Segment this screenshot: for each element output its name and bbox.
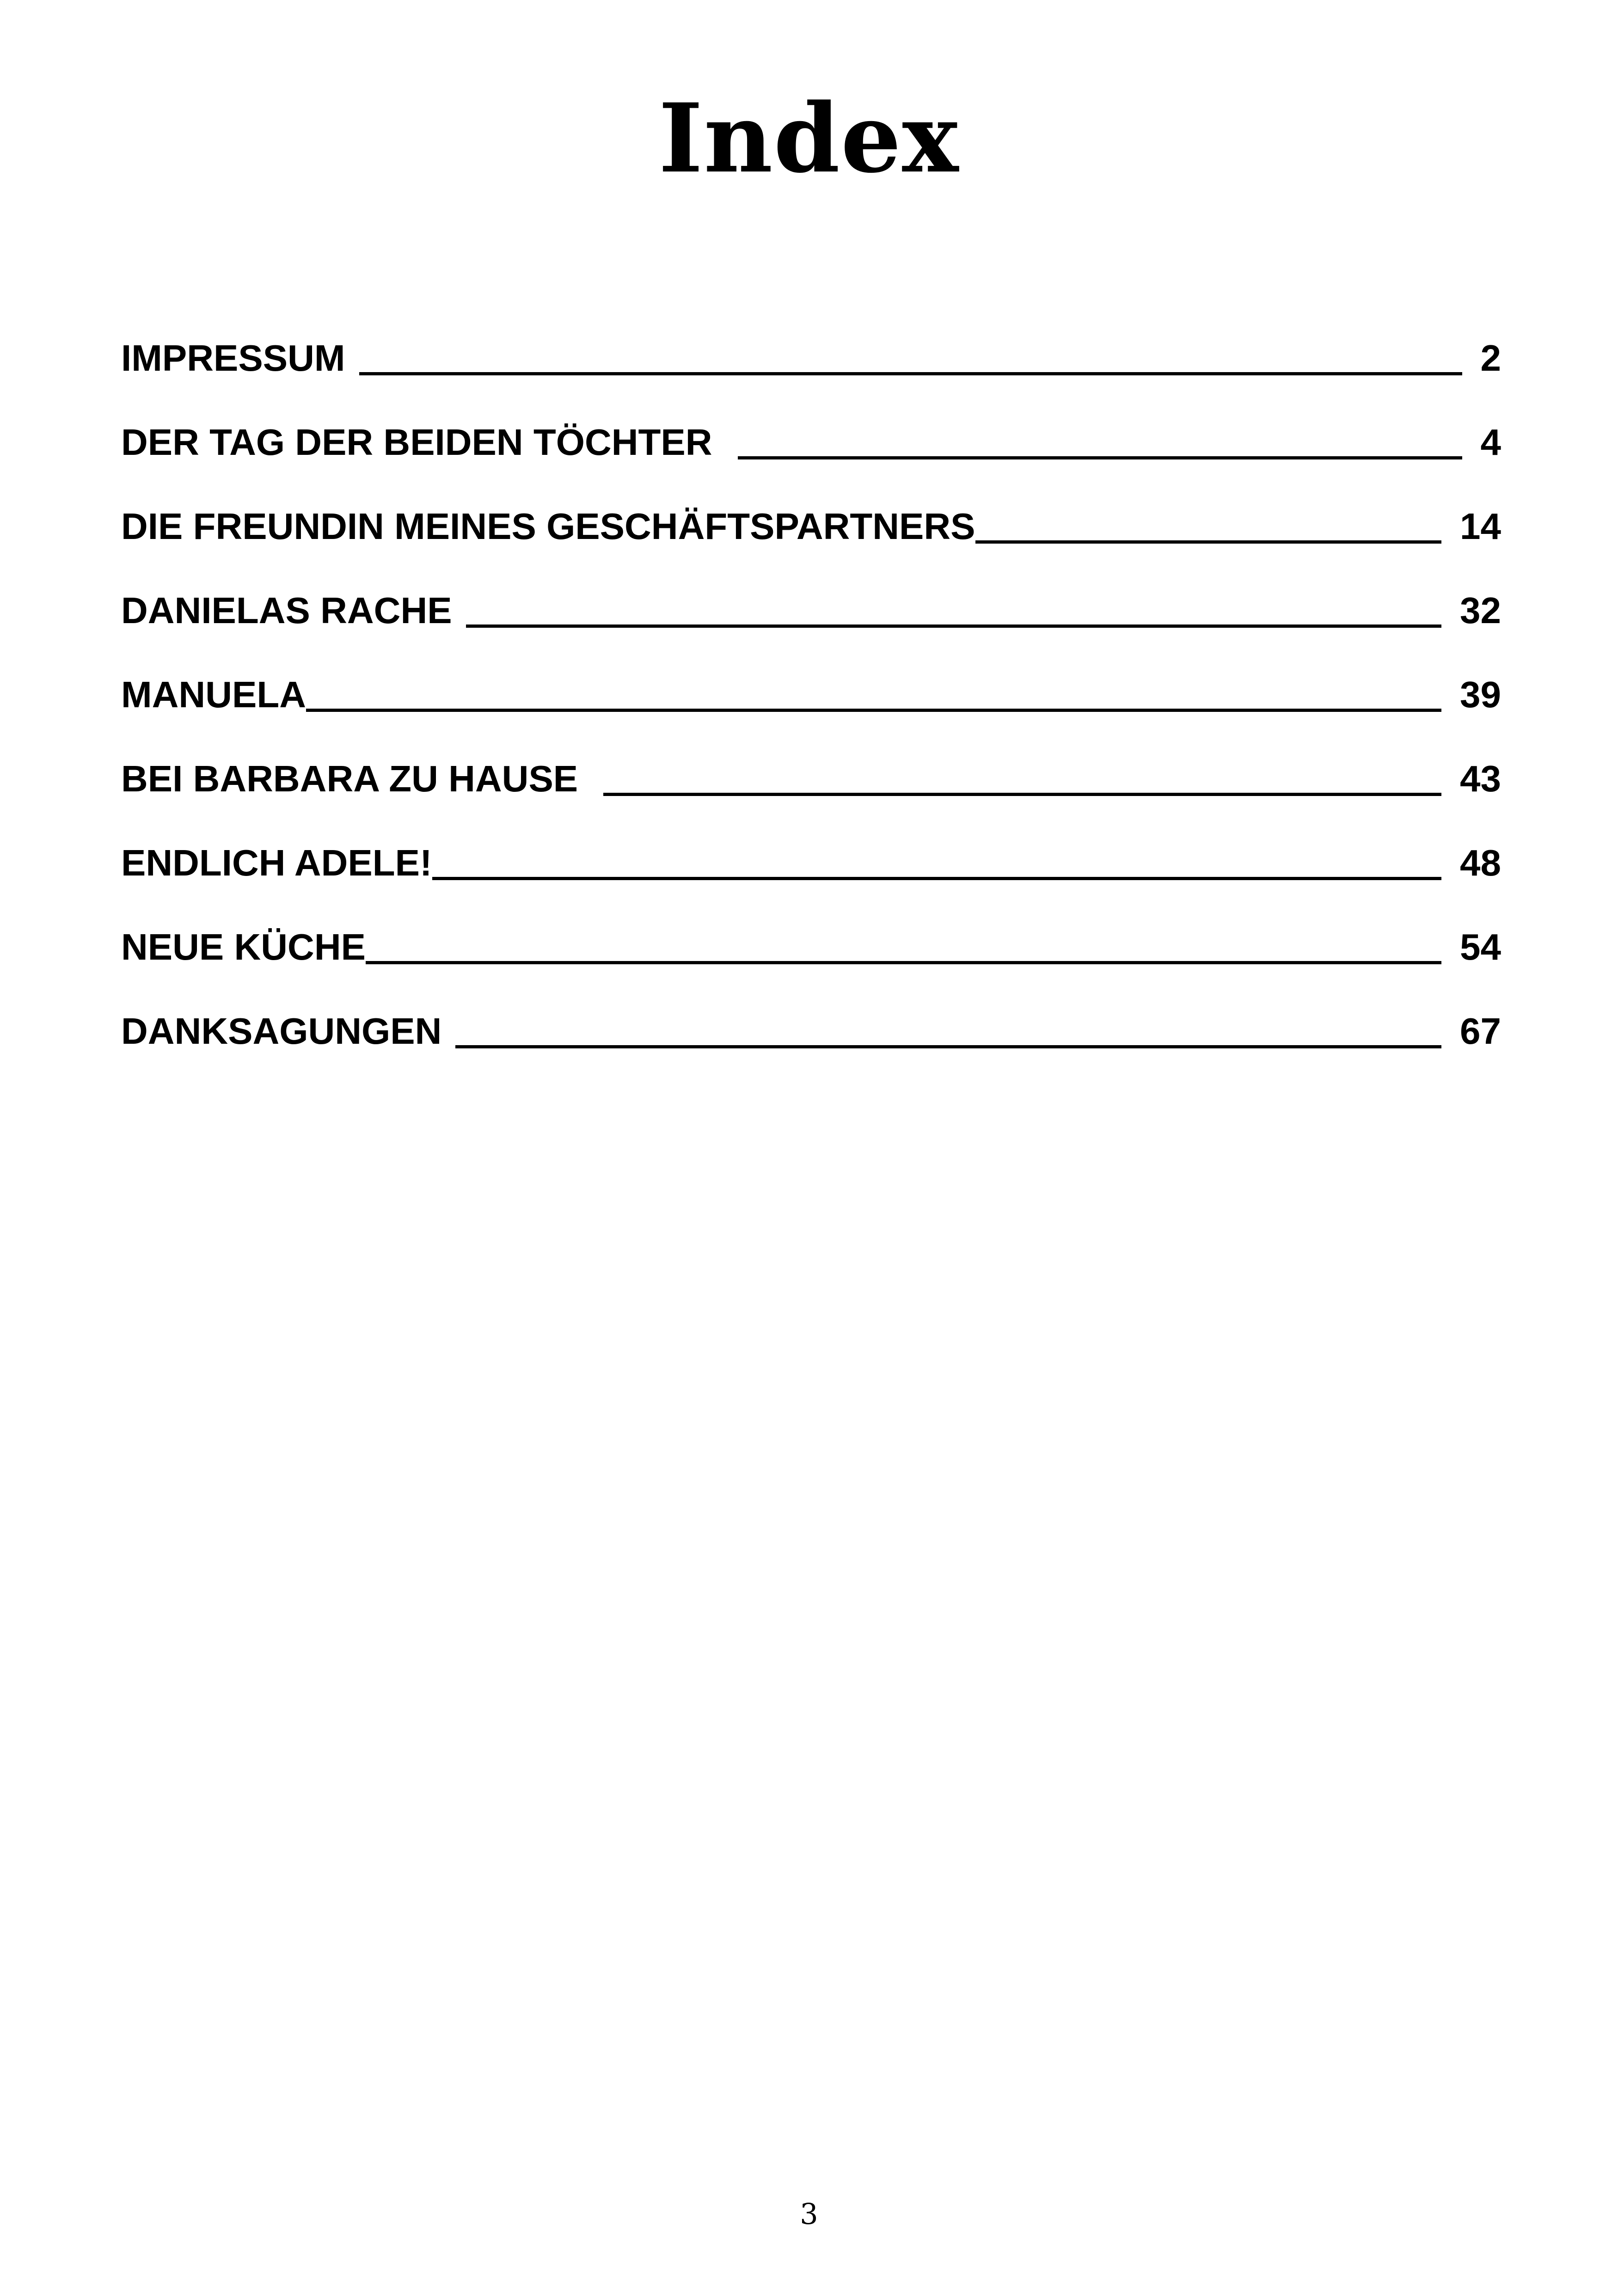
toc-entry-title: BEI BARBARA ZU HAUSE	[121, 758, 578, 799]
toc-entry-page: 67	[1460, 1010, 1501, 1052]
toc-leader-line	[432, 877, 1441, 880]
toc-leader-line	[466, 625, 1441, 628]
toc-entry-manuela	[121, 669, 1501, 720]
page-number: 3	[800, 2197, 818, 2231]
toc-entry-title: DER TAG DER BEIDEN TÖCHTER	[121, 422, 712, 463]
toc-entry-title: DANKSAGUNGEN	[121, 1010, 442, 1052]
toc-entry-page: 32	[1460, 590, 1501, 631]
toc-entry-bei-barbara	[121, 753, 1501, 804]
toc-leader-line	[366, 961, 1441, 964]
toc-entry-page: 39	[1460, 674, 1501, 715]
toc-entry-impressum	[121, 333, 1501, 384]
toc-leader-line	[306, 709, 1441, 712]
toc-entry-title: IMPRESSUM	[121, 337, 345, 379]
toc-entry-title: DANIELAS RACHE	[121, 590, 452, 631]
toc-leader-line	[603, 793, 1441, 796]
toc-entry-title: MANUELA	[121, 674, 306, 715]
toc-entry-neue-kueche	[121, 922, 1501, 973]
toc-entry-page: 14	[1460, 506, 1501, 547]
toc-entry-title: DIE FREUNDIN MEINES GESCHÄFTSPARTNERS	[121, 506, 975, 547]
toc-entry-page: 4	[1480, 422, 1501, 463]
toc-entry-title: NEUE KÜCHE	[121, 926, 366, 967]
toc-entry-page: 54	[1460, 926, 1501, 967]
toc-entry-endlich-adele	[121, 838, 1501, 888]
page-title: Index	[658, 83, 960, 194]
toc-entry-der-tag	[121, 417, 1501, 468]
toc-entry-page: 2	[1480, 337, 1501, 379]
toc-leader-line	[975, 540, 1441, 544]
toc-entry-page: 43	[1460, 758, 1501, 799]
toc-entry-title: ENDLICH ADELE!	[121, 842, 432, 883]
toc-entry-danksagungen	[121, 1006, 1501, 1057]
toc-entry-danielas-rache	[121, 585, 1501, 636]
toc-leader-line	[738, 456, 1462, 459]
toc-leader-line	[359, 372, 1462, 375]
toc-entry-page: 48	[1460, 842, 1501, 883]
toc-leader-line	[455, 1045, 1441, 1048]
toc-entry-freundin	[121, 501, 1501, 552]
